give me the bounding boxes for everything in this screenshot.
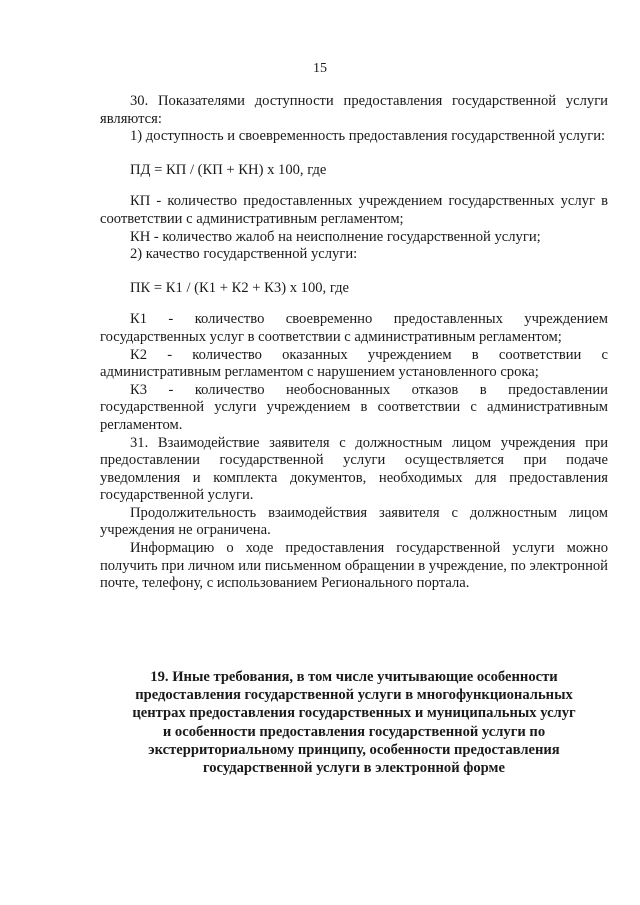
heading-line: экстерриториальному принципу, особенности предоставления	[148, 741, 560, 758]
paragraph-30: 30. Показателями доступности предоставления государственной услуги являются:	[100, 93, 608, 127]
definition-k1: К1 - количество своевременно предоставленных учреждением государственных услуг в соответствии с административным регламентом;	[100, 311, 608, 345]
document-body	[100, 93, 608, 593]
definition-kn: КН - количество жалоб на неисполнение государственной услуги;	[130, 228, 541, 245]
item-2-quality: 2) качество государственной услуги:	[130, 246, 358, 263]
heading-line: государственной услуги в электронной форме	[203, 760, 505, 777]
paragraph-info: Информацию о ходе предоставления государственной услуги можно получить при личном или письменном обращении в учреждение, по электронной почте, телефону, с использованием Регионального портала.	[100, 540, 608, 592]
heading-line: центрах предоставления государственных и муниципальных услуг	[132, 705, 576, 722]
heading-line: 19. Иные требования, в том числе учитывающие особенности	[150, 669, 558, 685]
definition-k2: К2 - количество оказанных учреждением в соответствии с административным регламентом с нарушением установленного срока;	[100, 346, 608, 381]
paragraph-duration: Продолжительность взаимодействия заявителя с должностным лицом учреждения не ограничена.	[100, 504, 608, 539]
formula-pk: ПК = К1 / (К1 + К2 + К3) х 100, где	[130, 279, 349, 296]
definition-k3: К3 - количество необоснованных отказов в предоставлении государственной услуги учреждением в соответствии с административным регламентом.	[100, 381, 608, 433]
definition-kp: КП - количество предоставленных учреждением государственных услуг в соответствии с административным регламентом;	[100, 193, 608, 227]
formula-pd: ПД = КП / (КП + КН) х 100, где	[130, 161, 327, 178]
page-number: 15	[313, 61, 327, 76]
item-1-availability: 1) доступность и своевременность предоставления государственной услуги:	[130, 128, 606, 145]
heading-line: и особенности предоставления государственной услуги по	[162, 723, 546, 740]
paragraph-31: 31. Взаимодействие заявителя с должностным лицом учреждения при предоставлении государственной услуги осуществляется при подаче уведомления и комплекта документов, необходимых для предоставления государственной услуги.	[100, 434, 608, 504]
section-heading-19	[100, 668, 608, 777]
heading-line: предоставления государственной услуги в многофункциональных	[135, 687, 573, 704]
